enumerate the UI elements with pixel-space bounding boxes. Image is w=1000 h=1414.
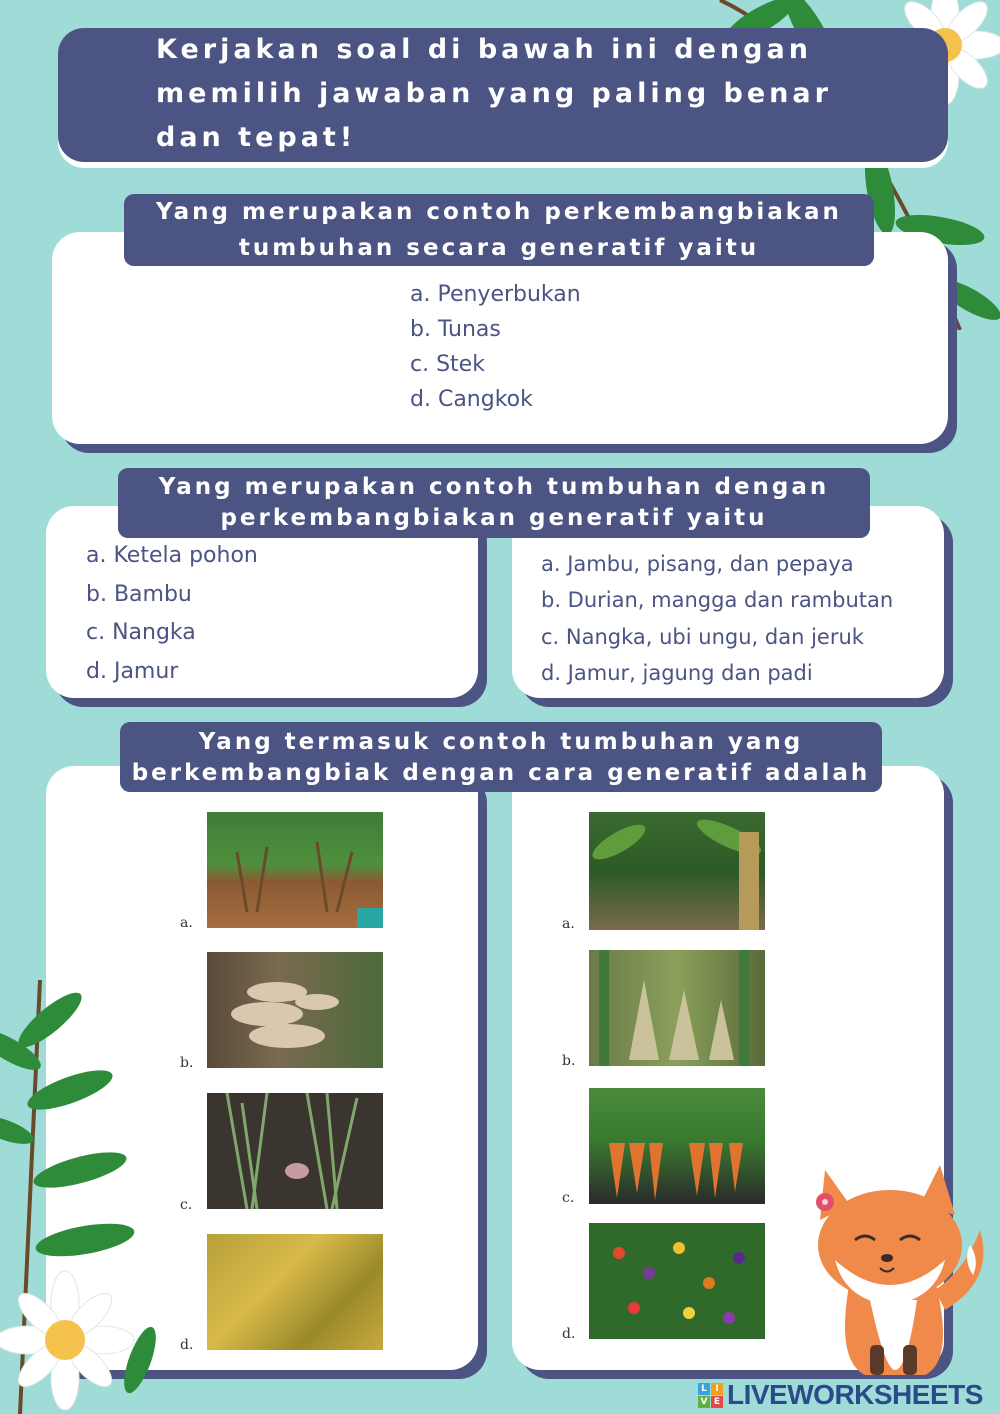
q2-right-option-d[interactable]: d. Jamur, jagung dan padi — [541, 661, 813, 685]
question-1-title-line-1: Yang merupakan contoh perkembangbiakan — [156, 199, 842, 225]
q1-option-a[interactable]: a. Penyerbukan — [410, 282, 581, 307]
q2-right-option-c[interactable]: c. Nangka, ubi ungu, dan jeruk — [541, 625, 864, 649]
question-3-title — [120, 722, 882, 792]
q2-left-option-d[interactable]: d. Jamur — [86, 659, 179, 684]
question-2-title-line-2: perkembangbiakan generatif yaitu — [220, 505, 768, 531]
q2-left-option-c[interactable]: c. Nangka — [86, 620, 196, 645]
q1-option-d[interactable]: d. Cangkok — [410, 387, 533, 412]
instruction-line-3: dan tepat! — [156, 122, 357, 153]
mushroom-photo[interactable] — [207, 952, 383, 1068]
q3-right-label-d: d. — [562, 1326, 576, 1342]
liveworksheets-watermark[interactable] — [698, 1380, 983, 1410]
bamboo-shoots-photo[interactable] — [589, 950, 765, 1066]
instruction-line-2: memilih jawaban yang paling benar — [156, 78, 832, 109]
daisy-flower-bottom-left — [0, 1268, 150, 1414]
question-1-title-line-2: tumbuhan secara generatif yaitu — [238, 235, 760, 261]
question-1-title — [124, 194, 874, 266]
q3-right-label-a: a. — [562, 916, 575, 932]
instruction-banner — [58, 28, 948, 162]
q2-left-option-b[interactable]: b. Bambu — [86, 582, 192, 607]
q1-option-c[interactable]: c. Stek — [410, 352, 485, 377]
q2-right-option-b[interactable]: b. Durian, mangga dan rambutan — [541, 588, 894, 612]
rice-plant-photo[interactable] — [207, 1234, 383, 1350]
instruction-line-1: Kerjakan soal di bawah ini dengan — [156, 34, 812, 65]
q3-left-label-a: a. — [180, 915, 193, 931]
question-2-title-line-1: Yang merupakan contoh tumbuhan dengan — [158, 474, 830, 500]
question-3-title-line-2: berkembangbiak dengan cara generatif adalah — [131, 760, 871, 786]
liveworksheets-logo-icon: L I V E — [698, 1383, 723, 1408]
cassava-plant-photo[interactable] — [207, 812, 383, 928]
question-3-title-line-1: Yang termasuk contoh tumbuhan yang — [198, 729, 804, 755]
q3-right-label-b: b. — [562, 1053, 576, 1069]
fox-mascot — [795, 1160, 985, 1380]
question-2-title — [118, 468, 870, 538]
q2-left-option-a[interactable]: a. Ketela pohon — [86, 543, 258, 568]
q3-left-label-d: d. — [180, 1337, 194, 1353]
pepper-plant-photo[interactable] — [589, 1223, 765, 1339]
shallot-plant-photo[interactable] — [207, 1093, 383, 1209]
q3-left-label-b: b. — [180, 1055, 194, 1071]
banana-plantation-photo[interactable] — [589, 812, 765, 930]
q1-option-b[interactable]: b. Tunas — [410, 317, 501, 342]
q3-left-label-c: c. — [180, 1197, 193, 1213]
carrots-photo[interactable] — [589, 1088, 765, 1204]
liveworksheets-text: LIVEWORKSHEETS — [727, 1379, 983, 1410]
q3-right-label-c: c. — [562, 1190, 575, 1206]
q2-right-option-a[interactable]: a. Jambu, pisang, dan pepaya — [541, 552, 854, 576]
